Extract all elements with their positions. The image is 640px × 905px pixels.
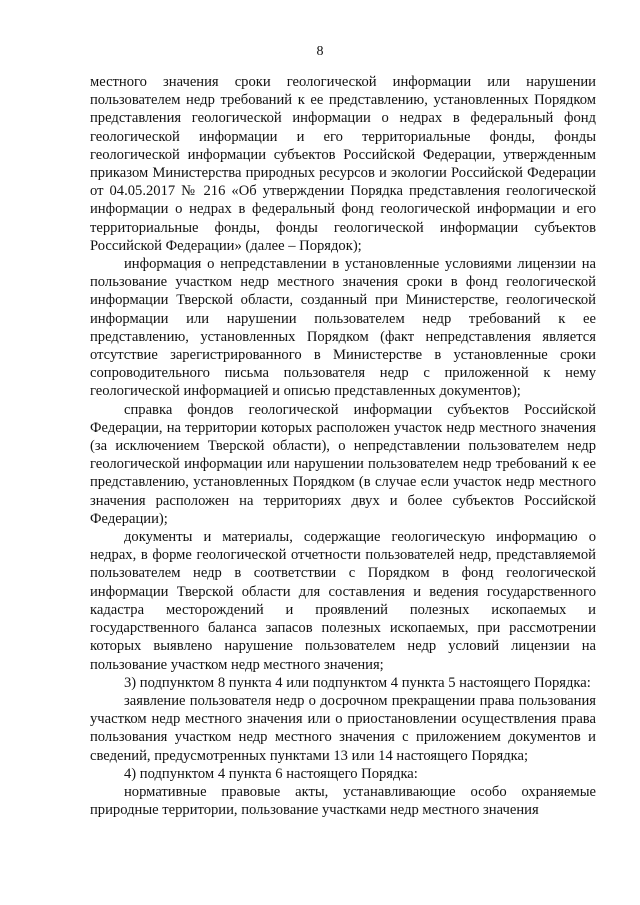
- paragraph-normative-acts: нормативные правовые акты, устанавливающие особо охраняемые природные территории, пользование участками недр местного значения: [90, 783, 596, 819]
- paragraph-certificate-funds: справка фондов геологической информации субъектов Российской Федерации, на территории которых расположен участок недр местного значения (за исключением Тверской области), о непредставлении пользователем недр геологической информации или нарушении пользователем недр требований к ее представлению, установленных Порядком (в случае если участок недр местного значения расположен на территориях двух и более субъектов Российской Федерации);: [90, 401, 596, 527]
- paragraph-info-nonsubmission: информация о непредставлении в установленные условиями лицензии на пользование участком недр местного значения сроки в фонд геологической информации Тверской области, созданный при Министерстве, геологической информации или нарушении пользователем недр требований к ее представлению, установленных Порядком (факт непредставления является отсутствие зарегистрированного в Министерстве в установленные сроки сопроводительного письма пользователя недр с приложенной к нему геологической информацией и описью представленных документов);: [90, 256, 596, 400]
- paragraph-documents-materials: документы и материалы, содержащие геологическую информацию о недрах, в форме геологической отчетности пользователей недр, представляемой пользователем недр в соответствии с Порядком в фонд геологической информации Тверской области для составления и ведения государственного кадастра месторождений и проявлений полезных ископаемых и государственного баланса запасов полезных ископаемых, при рассмотрении которых выявлено нарушение пользователем недр условий лицензии на пользование участком недр местного значения;: [90, 529, 596, 673]
- page-number: 8: [316, 44, 324, 59]
- paragraph-subitem-3: 3) подпунктом 8 пункта 4 или подпунктом 4 пункта 5 настоящего Порядка:: [124, 674, 591, 691]
- paragraph-subitem-4: 4) подпунктом 4 пункта 6 настоящего Порядка:: [124, 765, 418, 782]
- paragraph-continuation: местного значения сроки геологической информации или нарушении пользователем недр требований к ее представлению, установленных Порядком представления геологической информации о недрах в федеральный фонд геологической информации и его территориальные фонды, фонды геологической информации субъектов Российской Федерации, утвержденным приказом Министерства природных ресурсов и экологии Российской Федерации от 04.05.2017 № 216 «Об утверждении Порядка представления геологической информации о недрах в федеральный фонд геологической информации и его территориальные фонды, фонды геологической информации субъектов Российской Федерации» (далее – Порядок);: [90, 74, 596, 254]
- paragraph-early-termination-application: заявление пользователя недр о досрочном прекращении права пользования участком недр местного значения или о приостановлении осуществления права пользования участком недр местного значения с приложением документов и сведений, предусмотренных пунктами 13 или 14 настоящего Порядка;: [90, 692, 596, 764]
- document-body: [90, 73, 596, 819]
